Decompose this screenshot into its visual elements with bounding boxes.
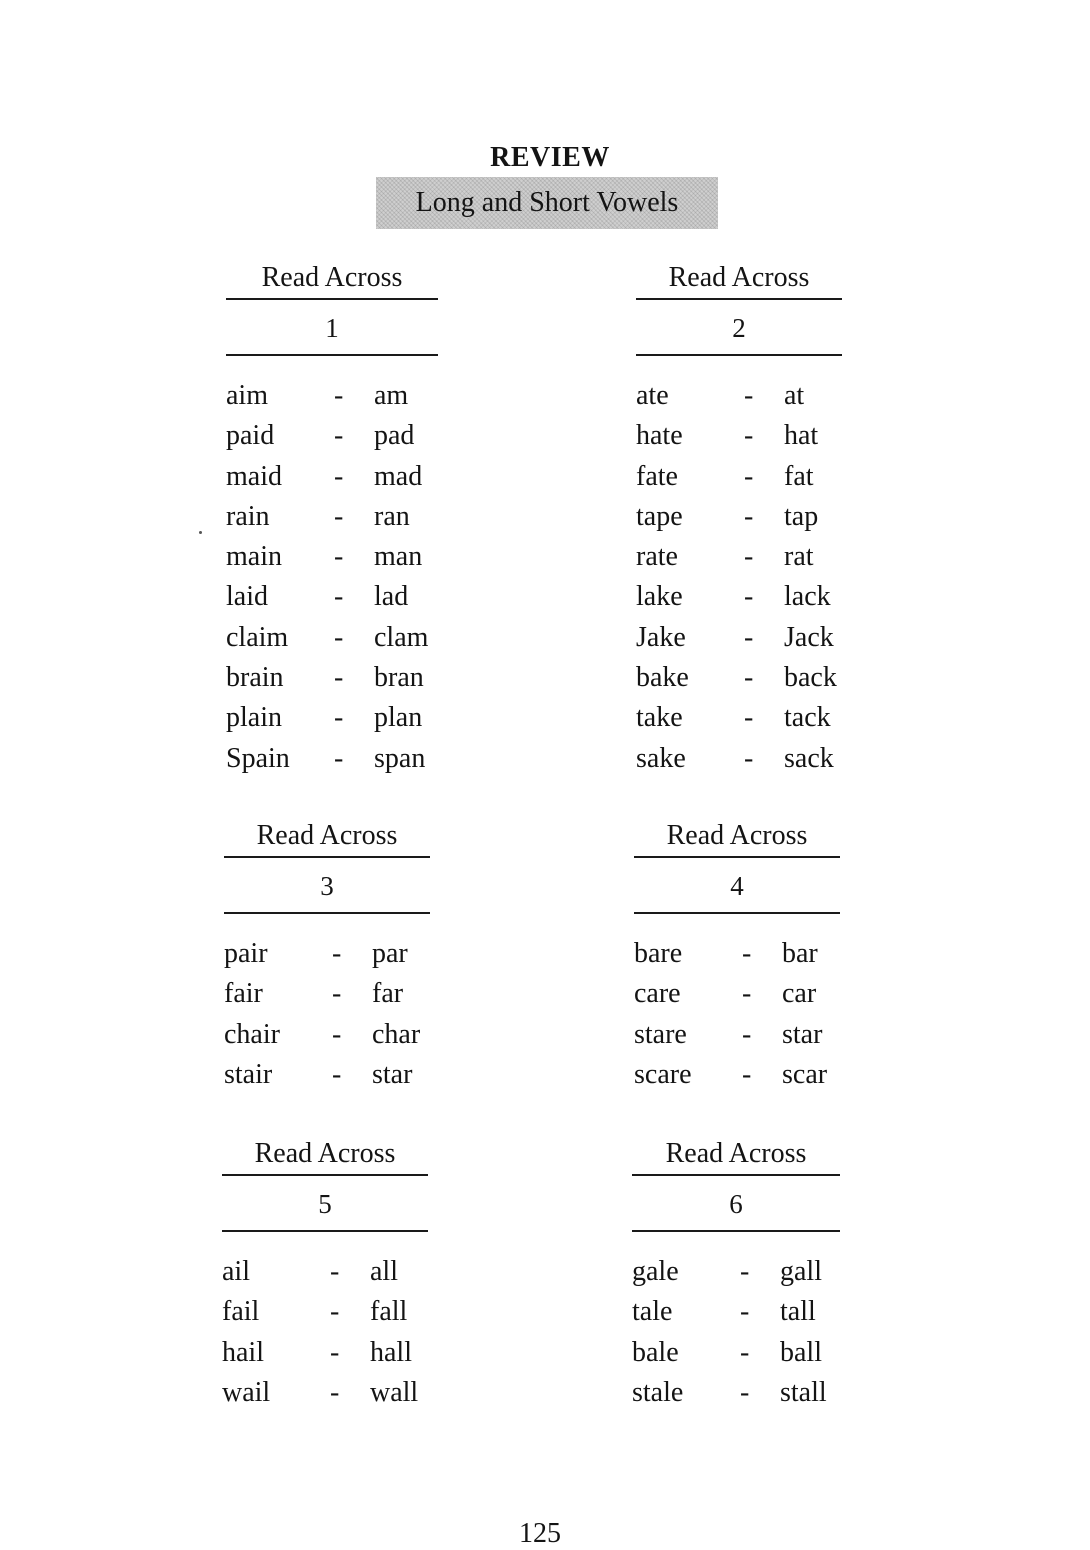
long-vowel-word: fail bbox=[222, 1296, 260, 1328]
dash: - bbox=[744, 702, 754, 734]
dash: - bbox=[330, 1376, 340, 1408]
long-vowel-word: Jake bbox=[636, 621, 686, 653]
section-1 bbox=[226, 258, 438, 779]
word-pair bbox=[226, 618, 438, 658]
long-vowel-word: gale bbox=[632, 1256, 679, 1287]
short-vowel-word: pad bbox=[374, 420, 415, 452]
long-vowel-word: claim bbox=[226, 621, 289, 653]
dash: - bbox=[332, 978, 342, 1010]
dash: - bbox=[334, 380, 344, 411]
short-vowel-word: all bbox=[370, 1256, 398, 1287]
long-vowel-word: ate bbox=[636, 380, 669, 411]
long-vowel-word: Spain bbox=[226, 742, 290, 774]
short-vowel-word: far bbox=[372, 978, 404, 1010]
word-pair bbox=[224, 1055, 430, 1095]
word-pair bbox=[636, 457, 842, 497]
word-pair bbox=[634, 1015, 840, 1055]
dash: - bbox=[744, 541, 754, 573]
long-vowel-word: lake bbox=[636, 581, 683, 613]
word-pair bbox=[634, 974, 840, 1014]
long-vowel-word: tale bbox=[632, 1296, 673, 1328]
word-pair-list bbox=[226, 376, 438, 779]
dash: - bbox=[744, 460, 754, 492]
section-number: 4 bbox=[634, 858, 840, 914]
dash: - bbox=[740, 1376, 750, 1408]
long-vowel-word: fate bbox=[636, 460, 678, 492]
long-vowel-word: paid bbox=[226, 420, 275, 452]
section-number: 1 bbox=[226, 300, 438, 356]
word-pair bbox=[226, 698, 438, 738]
short-vowel-word: clam bbox=[374, 621, 429, 653]
short-vowel-word: gall bbox=[780, 1256, 822, 1287]
dash: - bbox=[744, 500, 754, 532]
long-vowel-word: laid bbox=[226, 581, 268, 613]
word-pair bbox=[636, 416, 842, 456]
section-number: 3 bbox=[224, 858, 430, 914]
word-pair bbox=[632, 1252, 840, 1292]
section-6 bbox=[632, 1134, 840, 1413]
short-vowel-word: star bbox=[782, 1018, 823, 1050]
word-pair-list bbox=[636, 376, 842, 779]
dash: - bbox=[742, 938, 752, 969]
long-vowel-word: hail bbox=[222, 1336, 264, 1368]
word-pair bbox=[632, 1333, 840, 1373]
long-vowel-word: stale bbox=[632, 1376, 684, 1408]
word-pair bbox=[224, 974, 430, 1014]
word-pair bbox=[226, 416, 438, 456]
short-vowel-word: lad bbox=[374, 581, 409, 613]
long-vowel-word: bake bbox=[636, 662, 689, 694]
dash: - bbox=[330, 1296, 340, 1328]
dash: - bbox=[334, 702, 344, 734]
scan-speck bbox=[199, 531, 202, 534]
word-pair bbox=[636, 658, 842, 698]
word-pair bbox=[636, 739, 842, 779]
dash: - bbox=[742, 1018, 752, 1050]
long-vowel-word: care bbox=[634, 978, 681, 1010]
section-5 bbox=[222, 1134, 428, 1413]
long-vowel-word: aim bbox=[226, 380, 268, 411]
long-vowel-word: stare bbox=[634, 1018, 687, 1050]
dash: - bbox=[744, 380, 754, 411]
short-vowel-word: wall bbox=[370, 1376, 419, 1408]
section-heading: Read Across bbox=[636, 258, 842, 300]
short-vowel-word: hall bbox=[370, 1336, 412, 1368]
word-pair-list bbox=[634, 934, 840, 1095]
short-vowel-word: ran bbox=[374, 500, 410, 532]
long-vowel-word: stair bbox=[224, 1058, 273, 1090]
word-pair bbox=[636, 537, 842, 577]
word-pair bbox=[222, 1333, 428, 1373]
short-vowel-word: back bbox=[784, 662, 837, 694]
dash: - bbox=[332, 938, 342, 969]
dash: - bbox=[334, 581, 344, 613]
short-vowel-word: Jack bbox=[784, 621, 834, 653]
word-pair bbox=[636, 497, 842, 537]
dash: - bbox=[334, 621, 344, 653]
short-vowel-word: char bbox=[372, 1018, 421, 1050]
long-vowel-word: wail bbox=[222, 1376, 271, 1408]
short-vowel-word: fat bbox=[784, 460, 814, 492]
word-pair bbox=[226, 537, 438, 577]
dash: - bbox=[334, 541, 344, 573]
word-pair bbox=[226, 497, 438, 537]
short-vowel-word: car bbox=[782, 978, 817, 1010]
section-heading: Read Across bbox=[634, 816, 840, 858]
section-2 bbox=[636, 258, 842, 779]
dash: - bbox=[744, 662, 754, 694]
word-pair-list bbox=[632, 1252, 840, 1413]
section-heading: Read Across bbox=[226, 258, 438, 300]
long-vowel-word: plain bbox=[226, 702, 282, 734]
word-pair-list bbox=[222, 1252, 428, 1413]
long-vowel-word: fair bbox=[224, 978, 263, 1010]
short-vowel-word: scar bbox=[782, 1058, 828, 1090]
dash: - bbox=[742, 1058, 752, 1090]
word-pair bbox=[226, 376, 438, 416]
short-vowel-word: tack bbox=[784, 702, 831, 734]
section-3 bbox=[224, 816, 430, 1095]
dash: - bbox=[332, 1018, 342, 1050]
subtitle: Long and Short Vowels bbox=[415, 187, 679, 218]
section-heading: Read Across bbox=[222, 1134, 428, 1176]
dash: - bbox=[330, 1256, 340, 1287]
long-vowel-word: take bbox=[636, 702, 683, 734]
word-pair bbox=[224, 1015, 430, 1055]
section-4 bbox=[634, 816, 840, 1095]
short-vowel-word: lack bbox=[784, 581, 831, 613]
dash: - bbox=[740, 1336, 750, 1368]
page-title: REVIEW bbox=[490, 142, 610, 173]
long-vowel-word: tape bbox=[636, 500, 683, 532]
word-pair bbox=[634, 1055, 840, 1095]
word-pair bbox=[226, 577, 438, 617]
short-vowel-word: man bbox=[374, 541, 423, 573]
dash: - bbox=[334, 662, 344, 694]
word-pair-list bbox=[224, 934, 430, 1095]
word-pair bbox=[634, 934, 840, 974]
section-number: 2 bbox=[636, 300, 842, 356]
short-vowel-word: rat bbox=[784, 541, 814, 573]
dash: - bbox=[742, 978, 752, 1010]
dash: - bbox=[744, 742, 754, 774]
dash: - bbox=[744, 621, 754, 653]
short-vowel-word: stall bbox=[780, 1376, 827, 1408]
dash: - bbox=[740, 1256, 750, 1287]
word-pair bbox=[226, 658, 438, 698]
section-heading: Read Across bbox=[224, 816, 430, 858]
word-pair bbox=[636, 376, 842, 416]
short-vowel-word: bar bbox=[782, 938, 818, 969]
word-pair bbox=[224, 934, 430, 974]
long-vowel-word: rate bbox=[636, 541, 678, 573]
dash: - bbox=[330, 1336, 340, 1368]
word-pair bbox=[222, 1373, 428, 1413]
dash: - bbox=[334, 460, 344, 492]
section-heading: Read Across bbox=[632, 1134, 840, 1176]
long-vowel-word: brain bbox=[226, 662, 284, 694]
dash: - bbox=[744, 581, 754, 613]
short-vowel-word: par bbox=[372, 938, 408, 969]
short-vowel-word: plan bbox=[374, 702, 423, 734]
dash: - bbox=[332, 1058, 342, 1090]
long-vowel-word: chair bbox=[224, 1018, 280, 1050]
dash: - bbox=[334, 742, 344, 774]
long-vowel-word: maid bbox=[226, 460, 282, 492]
short-vowel-word: sack bbox=[784, 742, 834, 774]
long-vowel-word: pair bbox=[224, 938, 268, 969]
section-number: 5 bbox=[222, 1176, 428, 1232]
dash: - bbox=[334, 500, 344, 532]
word-pair bbox=[636, 698, 842, 738]
long-vowel-word: main bbox=[226, 541, 282, 573]
word-pair bbox=[632, 1373, 840, 1413]
word-pair bbox=[636, 618, 842, 658]
short-vowel-word: span bbox=[374, 742, 426, 774]
word-pair bbox=[222, 1252, 428, 1292]
long-vowel-word: ail bbox=[222, 1256, 250, 1287]
short-vowel-word: tap bbox=[784, 500, 819, 532]
short-vowel-word: fall bbox=[370, 1296, 408, 1328]
dash: - bbox=[744, 420, 754, 452]
long-vowel-word: hate bbox=[636, 420, 683, 452]
page-number: 125 bbox=[519, 1518, 561, 1549]
word-pair bbox=[226, 739, 438, 779]
short-vowel-word: star bbox=[372, 1058, 413, 1090]
long-vowel-word: rain bbox=[226, 500, 270, 532]
short-vowel-word: bran bbox=[374, 662, 424, 694]
word-pair bbox=[632, 1292, 840, 1332]
word-pair bbox=[636, 577, 842, 617]
short-vowel-word: am bbox=[374, 380, 409, 411]
word-pair bbox=[226, 457, 438, 497]
section-number: 6 bbox=[632, 1176, 840, 1232]
short-vowel-word: tall bbox=[780, 1296, 816, 1328]
short-vowel-word: mad bbox=[374, 460, 423, 492]
dash: - bbox=[740, 1296, 750, 1328]
long-vowel-word: scare bbox=[634, 1058, 692, 1090]
word-pair bbox=[222, 1292, 428, 1332]
subtitle-banner bbox=[376, 177, 718, 229]
long-vowel-word: bare bbox=[634, 938, 683, 969]
short-vowel-word: ball bbox=[780, 1336, 822, 1368]
long-vowel-word: bale bbox=[632, 1336, 679, 1368]
short-vowel-word: at bbox=[784, 380, 805, 411]
long-vowel-word: sake bbox=[636, 742, 686, 774]
short-vowel-word: hat bbox=[784, 420, 819, 452]
dash: - bbox=[334, 420, 344, 452]
